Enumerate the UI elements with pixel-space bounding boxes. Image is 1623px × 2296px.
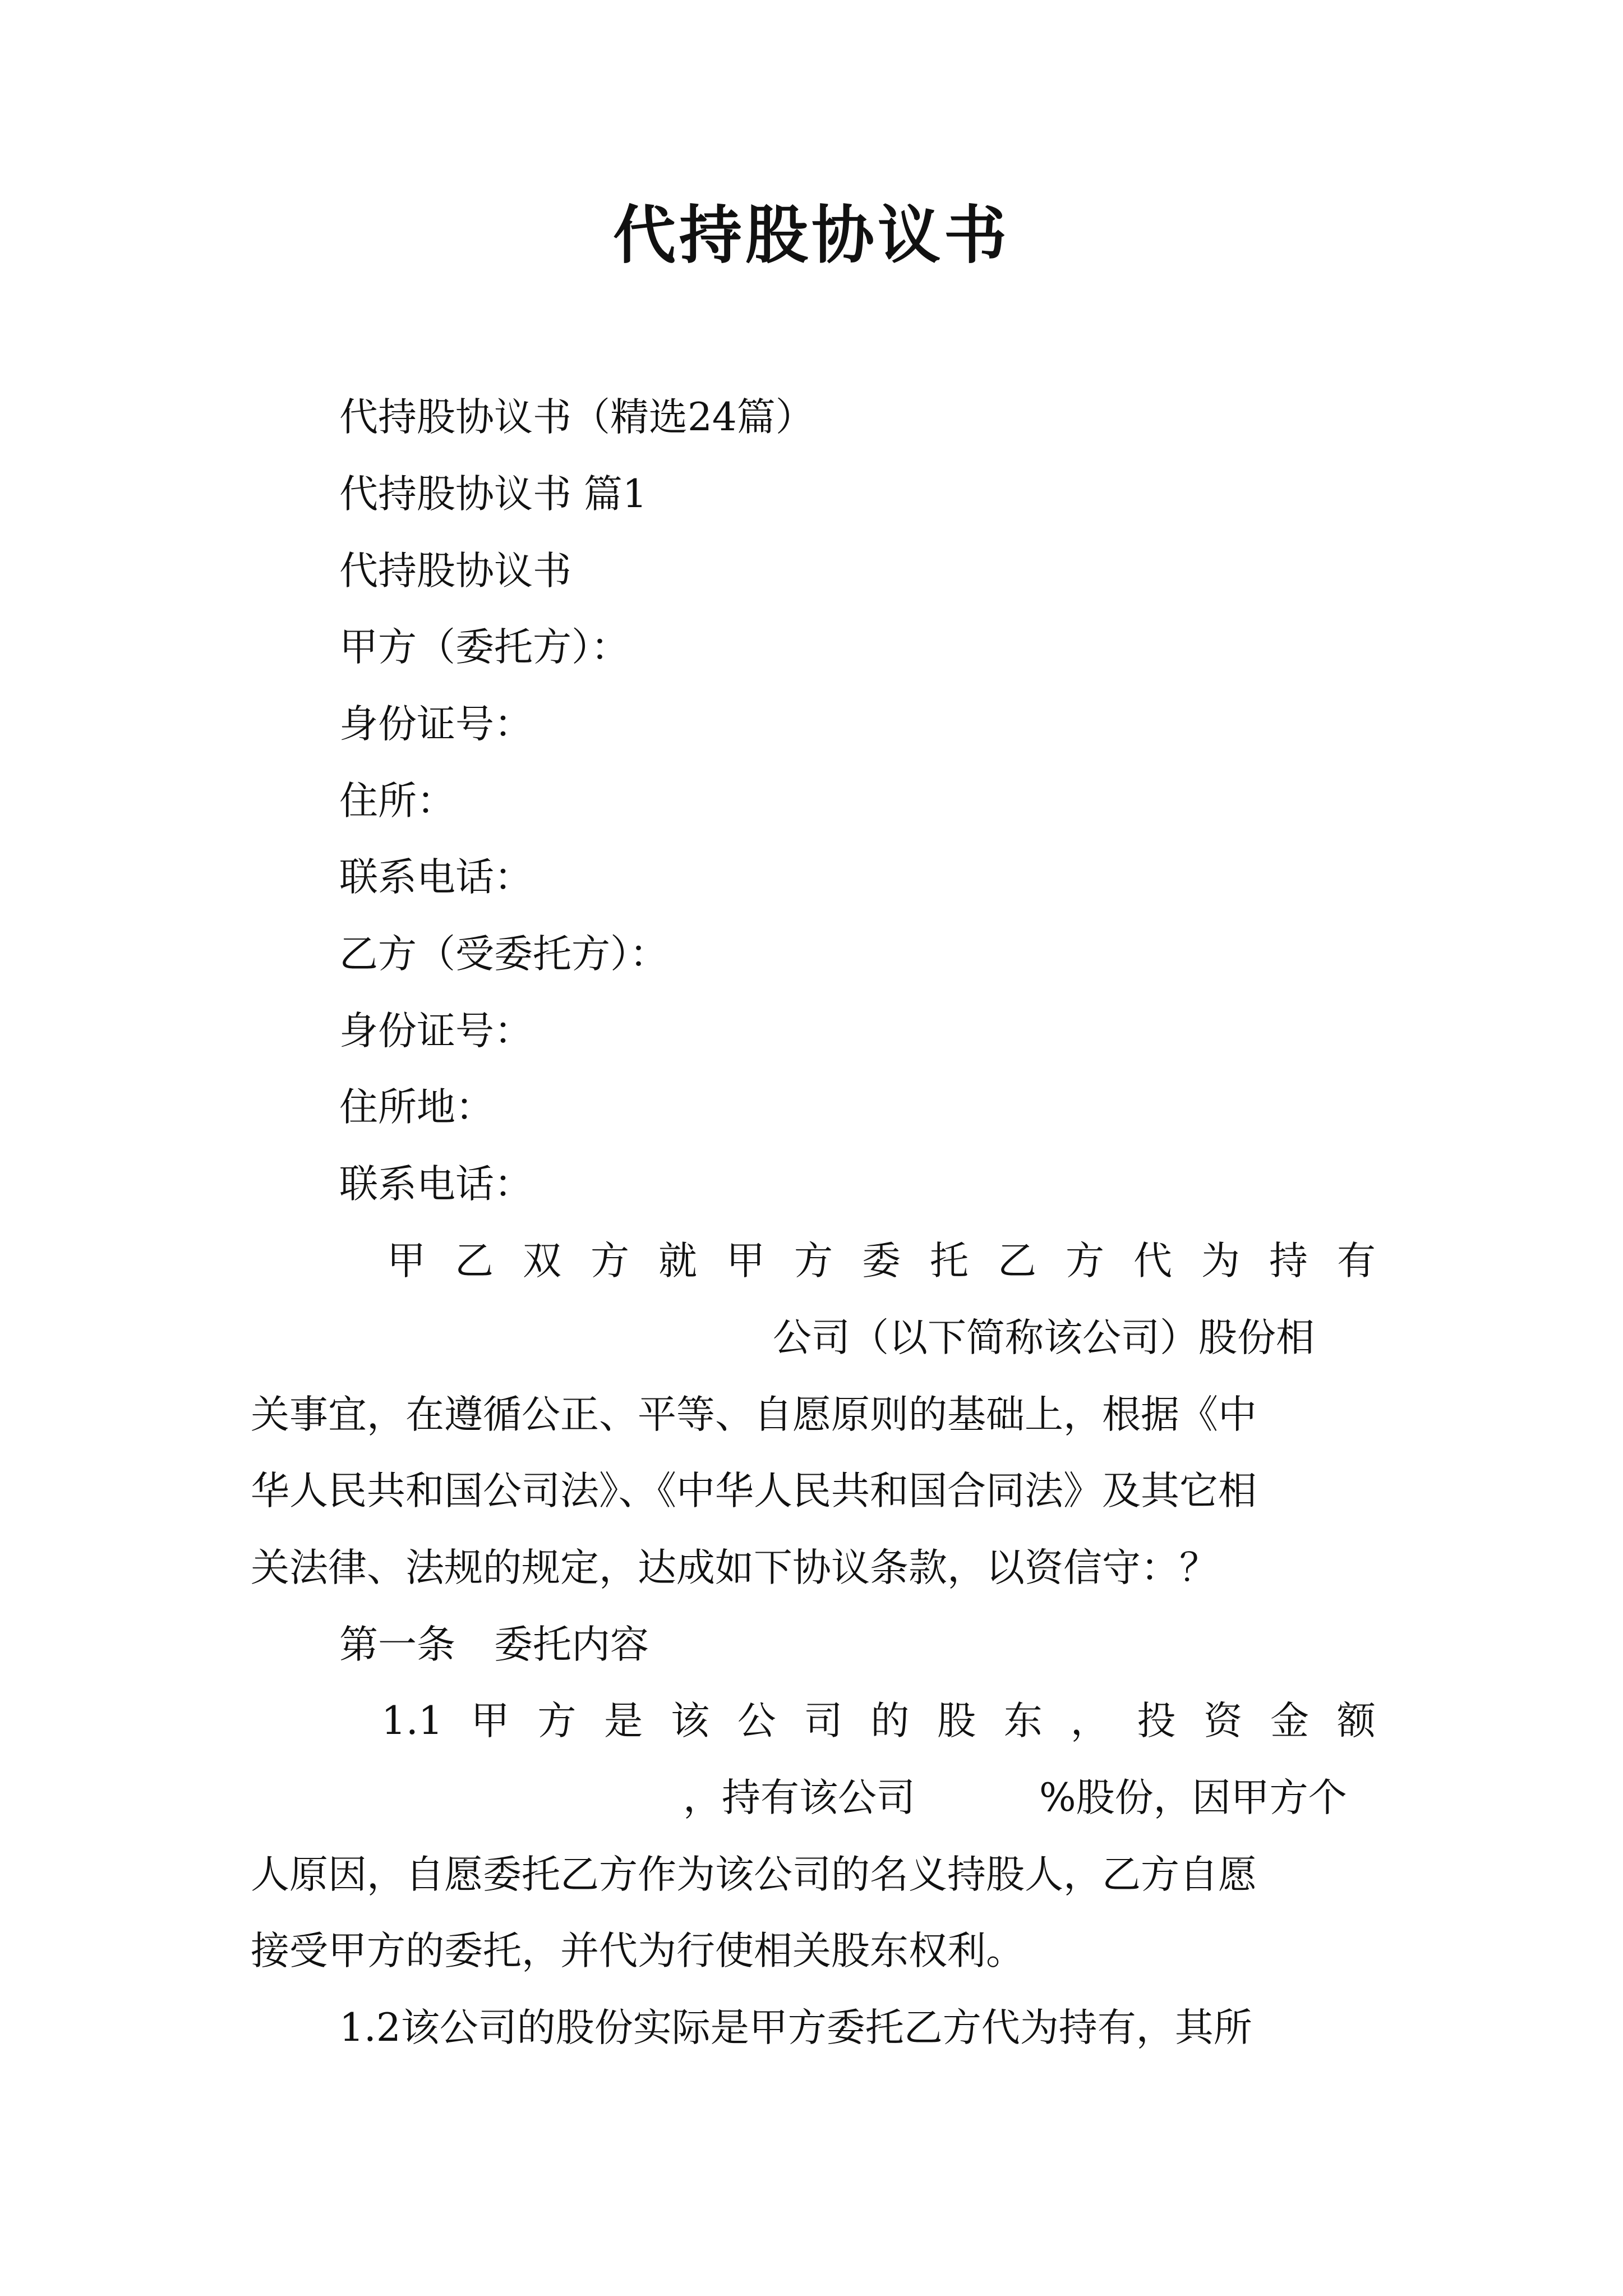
preamble-char: 就 xyxy=(658,1239,697,1283)
agreement-name: 代持股协议书 xyxy=(339,549,571,593)
preamble-line-1 xyxy=(387,1233,1376,1289)
clause-char: 金 xyxy=(1270,1699,1310,1743)
party-a-id-label: 身份证号： xyxy=(339,702,533,747)
preamble-char: 为 xyxy=(1201,1239,1240,1283)
preamble-char: 委 xyxy=(862,1239,901,1283)
clause-1-2-line-1: 1.2该公司的股份实际是甲方委托乙方代为持有，其所 xyxy=(339,2005,1252,2050)
party-a-label: 甲方（委托方）： xyxy=(339,625,630,670)
party-a-phone-label: 联系电话： xyxy=(339,855,533,900)
clause-char: 额 xyxy=(1336,1699,1376,1743)
clause-char: 是 xyxy=(604,1699,643,1743)
clause-1-1-line-1 xyxy=(381,1693,1376,1749)
preamble-char: 方 xyxy=(794,1239,833,1283)
article-1-heading: 第一条 委托内容 xyxy=(339,1622,649,1667)
section-heading: 代持股协议书 篇1 xyxy=(339,472,647,517)
preamble-char: 双 xyxy=(523,1239,561,1283)
clause-char: 资 xyxy=(1204,1699,1243,1743)
party-b-id-label: 身份证号： xyxy=(339,1009,533,1053)
clause-char: 1.1 xyxy=(381,1699,443,1743)
clause-char: 股 xyxy=(937,1699,976,1743)
clause-char: ， xyxy=(1070,1699,1109,1743)
party-b-address-label: 住所地： xyxy=(339,1085,494,1130)
preamble-char: 有 xyxy=(1337,1239,1376,1283)
preamble-char: 方 xyxy=(591,1239,629,1283)
clause-char: 甲 xyxy=(471,1699,510,1743)
preamble-char: 乙 xyxy=(455,1239,494,1283)
clause-char: 该 xyxy=(670,1699,709,1743)
preamble-char: 乙 xyxy=(998,1239,1036,1283)
clause-char: 投 xyxy=(1137,1699,1176,1743)
document-subtitle: 代持股协议书（精选24篇） xyxy=(339,395,814,440)
preamble-char: 甲 xyxy=(387,1239,426,1283)
clause-char: 司 xyxy=(804,1699,843,1743)
clause-char: 方 xyxy=(537,1699,577,1743)
document-title: 代持股协议书 xyxy=(613,199,1010,272)
clause-1-1-line-3: 人原因，自愿委托乙方作为该公司的名义持股人，乙方自愿 xyxy=(251,1852,1257,1897)
clause-1-1-line-2-part-1: ，持有该公司 xyxy=(683,1775,915,1820)
preamble-line-3: 关事宜，在遵循公正、平等、自愿原则的基础上，根据《中 xyxy=(251,1392,1257,1437)
preamble-line-4: 华人民共和国公司法》、《中华人民共和国合同法》及其它相 xyxy=(251,1469,1257,1513)
party-a-address-label: 住所： xyxy=(339,779,455,823)
party-b-label: 乙方（受委托方）： xyxy=(339,932,668,977)
clause-char: 公 xyxy=(737,1699,776,1743)
party-b-phone-label: 联系电话： xyxy=(339,1162,533,1207)
preamble-char: 持 xyxy=(1269,1239,1308,1283)
preamble-line-5: 关法律、法规的规定，达成如下协议条款，以资信守：？ xyxy=(251,1545,1218,1590)
clause-1-1-line-4: 接受甲方的委托，并代为行使相关股东权利。 xyxy=(251,1929,1025,1973)
preamble-char: 代 xyxy=(1133,1239,1172,1283)
preamble-line-2: 公司（以下简称该公司）股份相 xyxy=(773,1315,1315,1360)
preamble-char: 方 xyxy=(1066,1239,1104,1283)
preamble-char: 甲 xyxy=(726,1239,765,1283)
clause-char: 的 xyxy=(870,1699,910,1743)
clause-1-1-line-2-part-2: %股份，因甲方个 xyxy=(1039,1775,1347,1820)
clause-char: 东 xyxy=(1003,1699,1043,1743)
preamble-char: 托 xyxy=(930,1239,969,1283)
